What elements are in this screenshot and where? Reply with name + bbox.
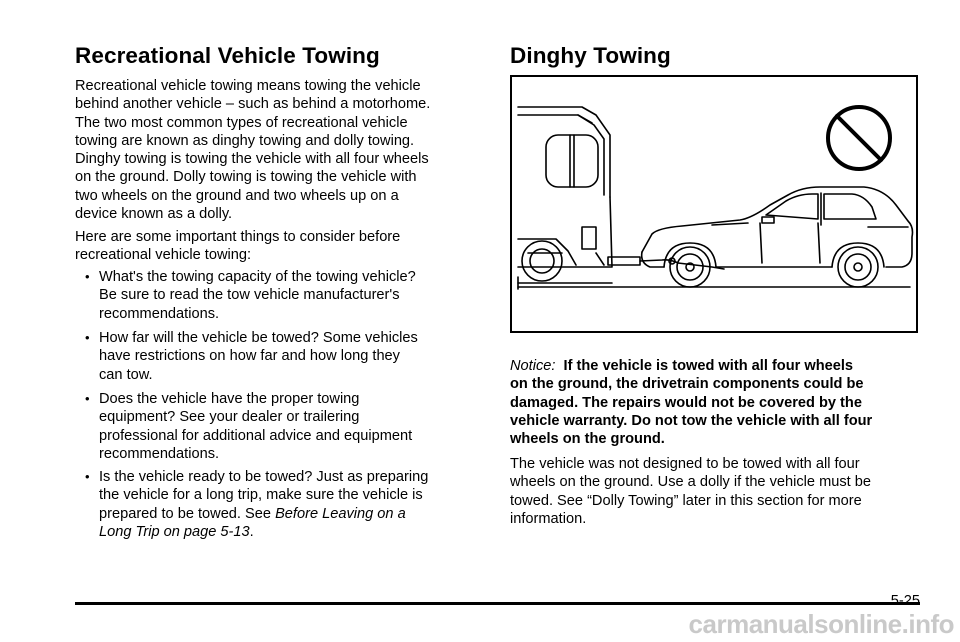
text-line: towed. See “Dolly Towing” later in this section for more (510, 492, 862, 509)
notice-label: Notice: (510, 358, 556, 374)
text-line: device known as a dolly. (75, 206, 233, 223)
bullet-dot-icon: • (85, 391, 90, 406)
text-line: recreational vehicle towing: (75, 247, 252, 264)
text-line: the vehicle for a long trip, make sure the vehicle is (99, 487, 423, 504)
text-line: prepared to be towed. See (99, 505, 276, 522)
text-line: . (249, 523, 254, 540)
text-line: equipment? See your dealer or trailering (99, 409, 360, 426)
section-heading: Recreational Vehicle Towing (75, 43, 380, 68)
notice-text: vehicle warranty. Do not tow the vehicle with all four (510, 412, 873, 429)
dinghy-towing-illustration (510, 75, 918, 333)
text-line: Recreational vehicle towing means towing the vehicle (75, 78, 421, 94)
cross-reference-link[interactable]: Before Leaving on a (275, 505, 406, 522)
text-line: can tow. (99, 366, 153, 383)
text-line: behind another vehicle – such as behind a motorhome. (75, 96, 431, 113)
text-line: Here are some important things to consider before (75, 229, 401, 245)
text-line: What's the towing capacity of the towing vehicle? (99, 269, 416, 285)
text-line: The two most common types of recreational vehicle (75, 114, 408, 131)
page-number: 5-25 (890, 593, 920, 609)
text-line: two wheels on the ground and two wheels up on a (75, 187, 399, 204)
text-line: have restrictions on how far and how long they (99, 348, 400, 365)
notice-text: on the ground, the drivetrain components could be (510, 376, 864, 393)
bullet-item (85, 468, 474, 541)
text-line: How far will the vehicle be towed? Some vehicles (99, 330, 418, 346)
towing-prohibited-icon (512, 77, 916, 331)
notice-text: damaged. The repairs would not be covered by the (510, 394, 862, 411)
text-line: information. (510, 510, 587, 527)
text-line: recommendations. (99, 445, 220, 462)
text-line: Dinghy towing is towing the vehicle with all four wheels (75, 151, 429, 168)
watermark: carmanualsonline.info (688, 609, 954, 639)
notice-text: wheels on the ground. (510, 431, 665, 448)
bullet-item (85, 268, 474, 323)
bullet-dot-icon: • (85, 330, 90, 345)
considerations-paragraph (75, 228, 400, 265)
dinghy-paragraph (510, 455, 920, 528)
intro-paragraph (75, 77, 430, 223)
cross-reference-link[interactable]: Long Trip on page 5‑13 (99, 523, 250, 540)
text-line: wheels on the ground. Use a dolly if the vehicle must be (510, 474, 871, 491)
text-line: on the ground. Dolly towing is towing the vehicle with (75, 169, 417, 186)
text-line: The vehicle was not designed to be towed with all four (510, 456, 860, 472)
notice-text: If the vehicle is towed with all four wheels (563, 358, 854, 374)
bullet-item (85, 329, 474, 384)
text-line: towing are known as dinghy towing and dolly towing. (75, 132, 415, 149)
footer-rule (75, 602, 920, 605)
notice-paragraph (510, 357, 920, 448)
bullet-dot-icon: • (85, 269, 90, 284)
bullet-item (85, 390, 474, 463)
text-line: Be sure to read the tow vehicle manufacturer's (99, 287, 400, 304)
text-line: Does the vehicle have the proper towing (99, 391, 360, 407)
section-heading: Dinghy Towing (510, 43, 671, 68)
text-line: professional for additional advice and equipment (99, 427, 413, 444)
bullet-dot-icon: • (85, 469, 90, 484)
text-line: Is the vehicle ready to be towed? Just as preparing (99, 469, 429, 485)
text-line: recommendations. (99, 305, 220, 322)
